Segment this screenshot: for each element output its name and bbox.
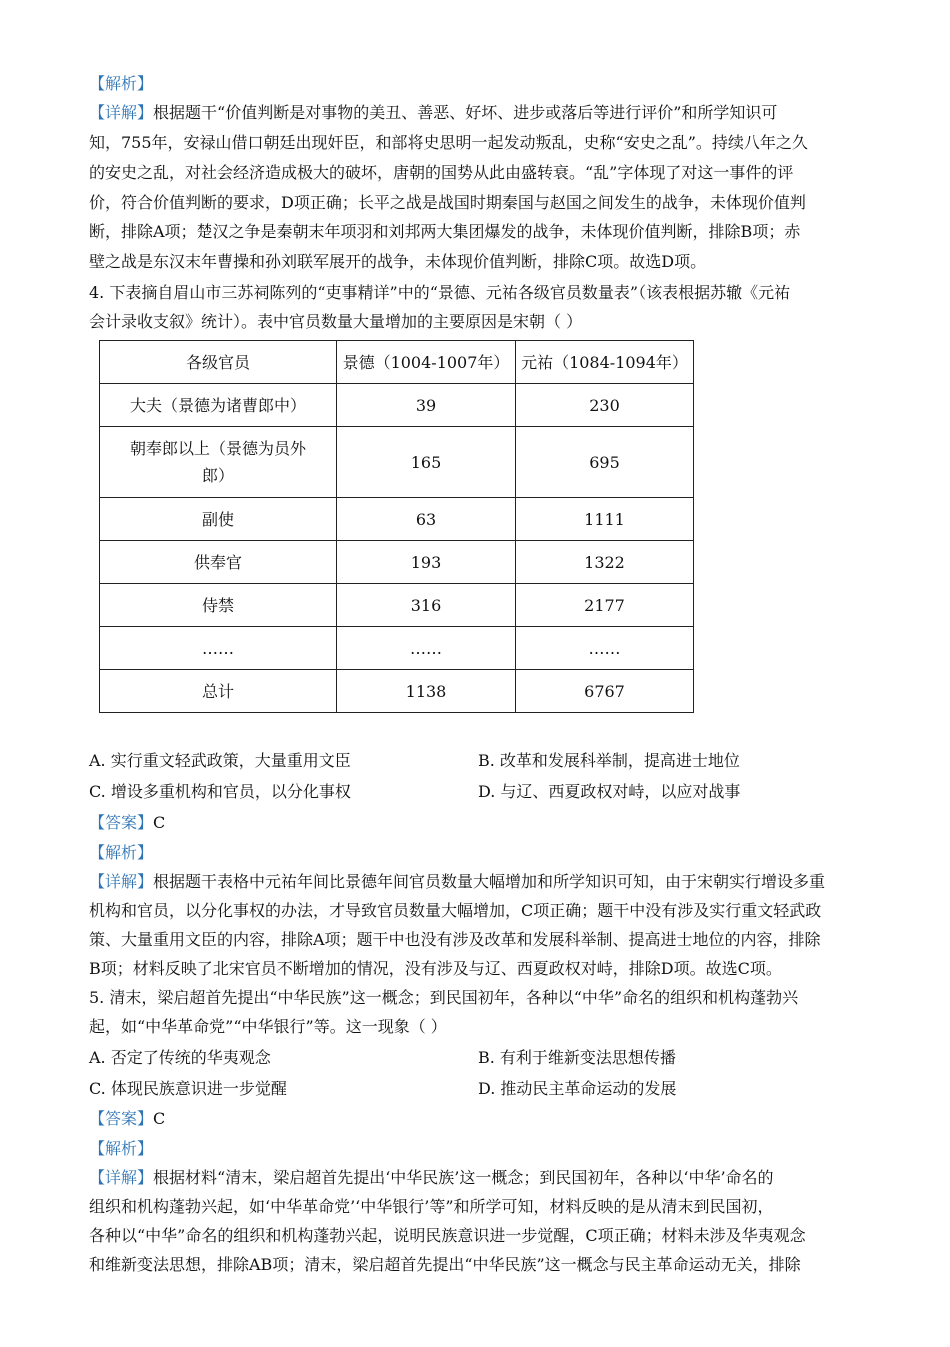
table-cell: …… (337, 627, 516, 670)
answer-line (89, 813, 165, 833)
analysis-label: 【解析】 (89, 74, 154, 93)
detail-line: 知，755年，安禄山借口朝廷出现奸臣，和部将史思明一起发动叛乱，史称“安史之乱”。持续八年之久 (89, 133, 808, 152)
table-cell: 副使 (100, 498, 337, 541)
table-row (100, 541, 694, 584)
detail-label: 【详解】 (89, 103, 154, 122)
detail-line: 策、大量重用文臣的内容，排除A项；题干中也没有涉及改革和发展科举制、提高进士地位的内容，排除 (89, 930, 821, 949)
answer-value: C (153, 813, 166, 832)
detail-label: 【详解】 (89, 1168, 154, 1187)
table-cell: …… (516, 627, 694, 670)
option-c: C. 体现民族意识进一步觉醒 (89, 1079, 287, 1098)
table-cell: 695 (516, 427, 694, 498)
option-a: A. 实行重文轻武政策，大量重用文臣 (89, 751, 351, 770)
table-row (100, 384, 694, 427)
answer-label: 【答案】 (89, 1109, 154, 1128)
option-a: A. 否定了传统的华夷观念 (89, 1048, 271, 1067)
option-d: D. 推动民主革命运动的发展 (478, 1079, 677, 1098)
detail-line: 壁之战是东汉末年曹操和孙刘联军展开的战争，未体现价值判断，排除C项。故选D项。 (89, 252, 707, 271)
option-b: B. 改革和发展科举制，提高进士地位 (478, 751, 740, 770)
table-cell: 63 (337, 498, 516, 541)
question-4-stem: 4. 下表摘自眉山市三苏祠陈列的“吏事精详”中的“景德、元祐各级官员数量表”（该表根据苏辙《元祐 (89, 283, 791, 302)
table-header-cell: 各级官员 (100, 341, 337, 384)
analysis-label: 【解析】 (89, 843, 154, 862)
table-cell: 1322 (516, 541, 694, 584)
table-cell: 1138 (337, 670, 516, 713)
detail-line: 【详解】根据题干“价值判断是对事物的美丑、善恶、好坏、进步或落后等进行评价”和所学知识可 (89, 103, 778, 122)
table-cell: 大夫（景德为诸曹郎中） (100, 384, 337, 427)
table-cell: 1111 (516, 498, 694, 541)
option-d: D. 与辽、西夏政权对峙，以应对战事 (478, 782, 741, 801)
table-cell: 总计 (100, 670, 337, 713)
table-cell: 供奉官 (100, 541, 337, 584)
table-cell: 侍禁 (100, 584, 337, 627)
table-row (100, 498, 694, 541)
detail-line: 【详解】根据材料“清末，梁启超首先提出‘中华民族’这一概念；到民国初年，各种以‘中华’命名的 (89, 1168, 774, 1187)
table-row (100, 584, 694, 627)
table-cell: 2177 (516, 584, 694, 627)
question-4-stem: 会计录收支叙》统计）。表中官员数量大量增加的主要原因是宋朝（ ） (89, 312, 583, 331)
table-cell: 39 (337, 384, 516, 427)
detail-line: 的安史之乱，对社会经济造成极大的破坏，唐朝的国势从此由盛转衰。“乱”字体现了对这一事件的评 (89, 163, 794, 182)
table-header-cell: 元祐（1084-1094年） (516, 341, 694, 384)
table-header-cell: 景德（1004-1007年） (337, 341, 516, 384)
table-cell: 193 (337, 541, 516, 584)
table-cell: 6767 (516, 670, 694, 713)
answer-value: C (153, 1109, 166, 1128)
detail-line: B项；材料反映了北宋官员不断增加的情况，没有涉及与辽、西夏政权对峙，排除D项。故选C项。 (89, 959, 782, 978)
detail-line: 组织和机构蓬勃兴起，如‘中华革命党’‘中华银行’等”和所学可知，材料反映的是从清末到民国初， (89, 1197, 774, 1216)
option-b: B. 有利于维新变法思想传播 (478, 1048, 676, 1067)
table-cell: 230 (516, 384, 694, 427)
detail-line: 断，排除A项；楚汉之争是秦朝末年项羽和刘邦两大集团爆发的战争，未体现价值判断，排除B项；赤 (89, 222, 801, 241)
table-header-row (100, 341, 694, 384)
table-cell: 朝奉郎以上（景德为员外郎） (100, 427, 337, 498)
answer-label: 【答案】 (89, 813, 154, 832)
question-5-stem: 5. 清末，梁启超首先提出“中华民族”这一概念；到民国初年，各种以“中华”命名的组织和机构蓬勃兴 (89, 988, 799, 1007)
table-row (100, 670, 694, 713)
detail-line: 【详解】根据题干表格中元祐年间比景德年间官员数量大幅增加和所学知识可知，由于宋朝实行增设多重 (89, 872, 826, 891)
detail-line: 机构和官员，以分化事权的办法，才导致官员数量大幅增加，C项正确；题干中没有涉及实行重文轻武政 (89, 901, 822, 920)
detail-label: 【详解】 (89, 872, 154, 891)
option-c: C. 增设多重机构和官员，以分化事权 (89, 782, 351, 801)
table-row (100, 427, 694, 498)
table-cell: …… (100, 627, 337, 670)
detail-line: 价，符合价值判断的要求，D项正确；长平之战是战国时期秦国与赵国之间发生的战争，未体现价值判 (89, 193, 806, 212)
detail-line: 和维新变法思想，排除AB项；清末，梁启超首先提出“中华民族”这一概念与民主革命运动无关，排除 (89, 1255, 801, 1274)
officials-table (99, 340, 694, 713)
analysis-label: 【解析】 (89, 1139, 154, 1158)
table-row (100, 627, 694, 670)
table-cell: 165 (337, 427, 516, 498)
question-5-stem: 起，如“中华革命党”“中华银行”等。这一现象（ ） (89, 1017, 447, 1036)
detail-line: 各种以“中华”命名的组织和机构蓬勃兴起，说明民族意识进一步觉醒，C项正确；材料未涉及华夷观念 (89, 1226, 806, 1245)
answer-line (89, 1109, 165, 1129)
table-cell: 316 (337, 584, 516, 627)
